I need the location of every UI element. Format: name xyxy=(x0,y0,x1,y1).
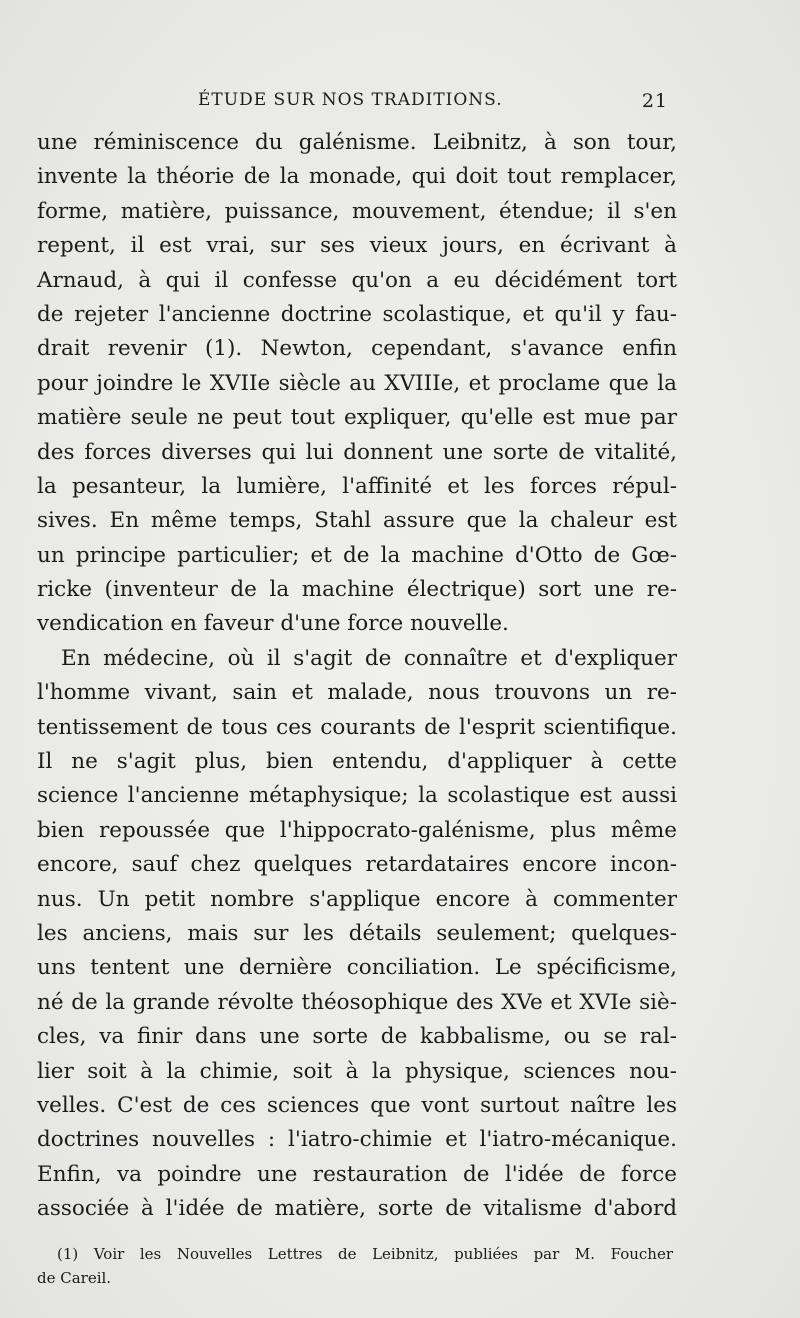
text-line: drait revenir (1). Newton, cependant, s'avance enfin xyxy=(37,336,677,362)
text-line: Il ne s'agit plus, bien entendu, d'appliquer à cette xyxy=(37,749,677,775)
text-line: En médecine, où il s'agit de connaître et d'expliquer xyxy=(61,645,677,671)
text-line: repent, il est vrai, sur ses vieux jours, en écrivant à xyxy=(37,233,677,259)
text-line: la pesanteur, la lumière, l'affinité et les forces répul- xyxy=(37,473,677,499)
text-line: cles, va finir dans une sorte de kabbalisme, ou se ral- xyxy=(37,1024,677,1050)
text-line: de rejeter l'ancienne doctrine scolastique, et qu'il y fau- xyxy=(37,301,677,327)
page-number: 21 xyxy=(641,90,668,112)
text-line: Enfin, va poindre une restauration de l'idée de force xyxy=(37,1161,677,1187)
text-line: une réminiscence du galénisme. Leibnitz, à son tour, xyxy=(37,130,677,155)
text-line: un principe particulier; et de la machine d'Otto de Gœ- xyxy=(37,542,677,568)
text-line: l'homme vivant, sain et malade, nous trouvons un re- xyxy=(37,680,677,706)
text-line: Arnaud, à qui il confesse qu'on a eu décidément tort xyxy=(37,267,677,293)
running-head xyxy=(198,90,668,114)
text-line: lier soit à la chimie, soit à la physique, sciences nou- xyxy=(37,1058,677,1084)
running-title: ÉTUDE SUR NOS TRADITIONS. xyxy=(198,90,503,110)
footnote-line: de Careil. xyxy=(37,1269,112,1287)
footnote xyxy=(37,1242,673,1290)
text-line: matière seule ne peut tout expliquer, qu'elle est mue par xyxy=(37,405,677,431)
body-text xyxy=(37,126,677,1227)
text-line: ricke (inventeur de la machine électrique) sort une re- xyxy=(37,577,677,603)
text-line: vendication en faveur d'une force nouvelle. xyxy=(37,611,509,637)
text-line: velles. C'est de ces sciences que vont surtout naître les xyxy=(37,1092,677,1118)
text-line: pour joindre le XVIIe siècle au XVIIIe, et proclame que la xyxy=(37,370,677,396)
text-line: uns tentent une dernière conciliation. Le spécificisme, xyxy=(37,955,677,981)
text-line: nus. Un petit nombre s'applique encore à commenter xyxy=(37,886,677,912)
text-line: associée à l'idée de matière, sorte de vitalisme d'abord xyxy=(37,1196,677,1222)
text-line: sives. En même temps, Stahl assure que la chaleur est xyxy=(37,508,677,534)
text-line: des forces diverses qui lui donnent une sorte de vitalité, xyxy=(37,439,677,465)
text-line: science l'ancienne métaphysique; la scolastique est aussi xyxy=(37,783,677,809)
text-line: encore, sauf chez quelques retardataires encore incon- xyxy=(37,852,677,878)
text-line: invente la théorie de la monade, qui doit tout remplacer, xyxy=(37,164,677,190)
footnote-line: (1) Voir les Nouvelles Lettres de Leibnitz, publiées par M. Foucher xyxy=(57,1245,673,1263)
text-line: doctrines nouvelles : l'iatro-chimie et l'iatro-mécanique. xyxy=(37,1127,677,1153)
text-line: les anciens, mais sur les détails seulement; quelques- xyxy=(37,920,677,946)
text-line: forme, matière, puissance, mouvement, étendue; il s'en xyxy=(37,198,677,224)
text-line: bien repoussée que l'hippocrato-galénisme, plus même xyxy=(37,817,677,843)
text-line: tentissement de tous ces courants de l'esprit scientifique. xyxy=(37,714,677,740)
text-line: né de la grande révolte théosophique des XVe et XVIe siè- xyxy=(37,989,677,1015)
